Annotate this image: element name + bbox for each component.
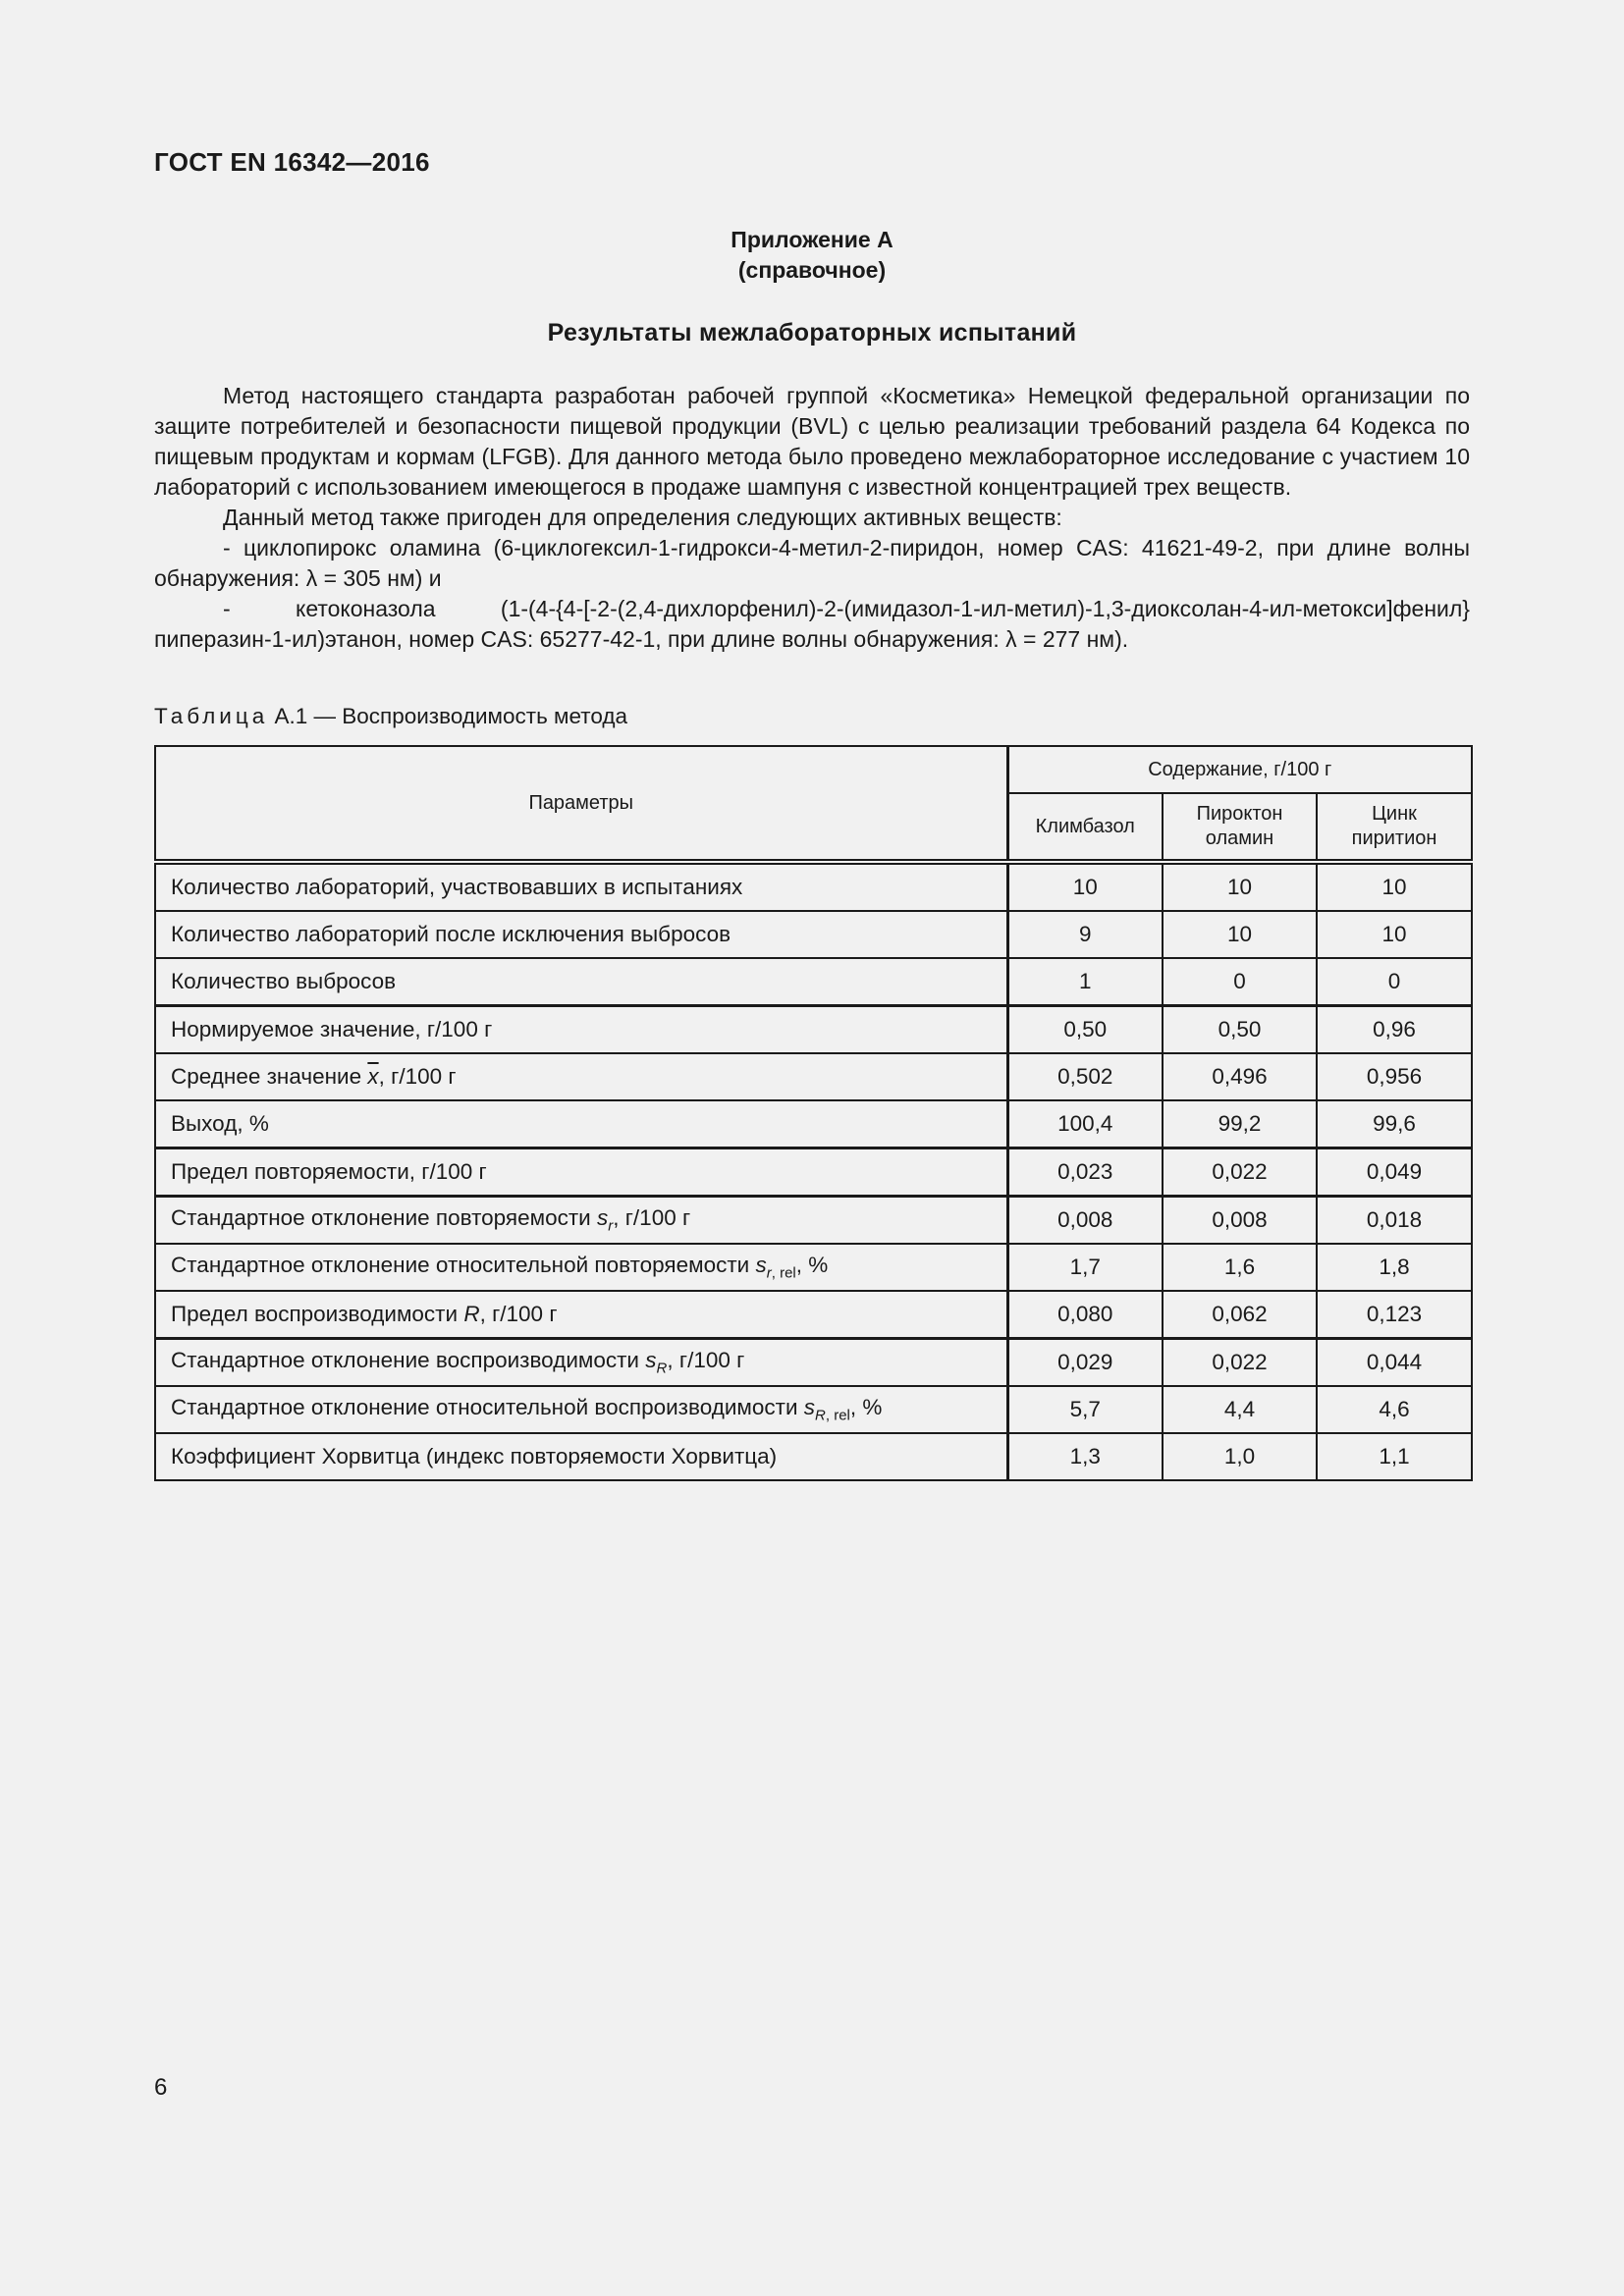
table-row <box>155 1244 1472 1291</box>
cell-zinc-pyrithione: 4,6 <box>1317 1386 1472 1433</box>
subscript-symbol: R <box>815 1407 826 1424</box>
cell-climbazole: 0,029 <box>1007 1339 1163 1387</box>
cell-climbazole: 100,4 <box>1007 1100 1163 1148</box>
header-content-group: Содержание, г/100 г <box>1007 746 1472 793</box>
table-row <box>155 1053 1472 1100</box>
cell-piroctone-olamine: 0,496 <box>1163 1053 1317 1100</box>
mean-symbol: $\overline{x}$ <box>367 1064 379 1089</box>
row-label <box>155 1386 1007 1433</box>
table-row <box>155 1291 1472 1339</box>
label-text: Предел воспроизводимости <box>171 1302 464 1326</box>
symbol: s <box>596 1205 609 1231</box>
subscript: r <box>608 1217 614 1235</box>
subscript-text: , rel <box>825 1407 850 1424</box>
cell-zinc-pyrithione: 10 <box>1317 911 1472 958</box>
cell-zinc-pyrithione: 0,96 <box>1317 1006 1472 1054</box>
label-text: , % <box>795 1253 829 1278</box>
annex-title: Приложение А <box>731 227 893 252</box>
subscript-text: , rel <box>771 1264 796 1282</box>
table-row <box>155 958 1472 1006</box>
cell-climbazole: 9 <box>1007 911 1163 958</box>
table-row <box>155 1148 1472 1197</box>
row-label: Нормируемое значение, г/100 г <box>155 1006 1007 1054</box>
symbol: s <box>803 1395 816 1420</box>
section-heading: Результаты межлабораторных испытаний <box>547 319 1077 347</box>
body-text <box>154 381 1470 655</box>
cell-climbazole: 1 <box>1007 958 1163 1006</box>
cell-piroctone-olamine: 1,0 <box>1163 1433 1317 1480</box>
cell-zinc-pyrithione: 0,049 <box>1317 1148 1472 1197</box>
header-climbazole: Климбазол <box>1007 793 1163 862</box>
cell-climbazole: 0,023 <box>1007 1148 1163 1197</box>
table-row <box>155 1197 1472 1245</box>
cell-climbazole: 0,502 <box>1007 1053 1163 1100</box>
row-label <box>155 1197 1007 1245</box>
table-caption-text: А.1 — Воспроизводимость метода <box>268 704 628 728</box>
cell-zinc-pyrithione: 0 <box>1317 958 1472 1006</box>
subscript: R <box>656 1360 668 1377</box>
label-text: , % <box>849 1395 883 1420</box>
cell-zinc-pyrithione: 0,018 <box>1317 1197 1472 1245</box>
cell-zinc-pyrithione: 0,956 <box>1317 1053 1472 1100</box>
row-label: Предел повторяемости, г/100 г <box>155 1148 1007 1197</box>
table-caption <box>154 704 627 729</box>
table-row <box>155 1433 1472 1480</box>
label-text: , г/100 г <box>613 1205 691 1231</box>
header-parameters: Параметры <box>155 746 1007 862</box>
subscript <box>815 1408 850 1424</box>
row-label <box>155 1339 1007 1387</box>
subscript-symbol: r <box>766 1264 772 1282</box>
cell-climbazole: 0,50 <box>1007 1006 1163 1054</box>
subscript <box>767 1265 796 1282</box>
row-label: Выход, % <box>155 1100 1007 1148</box>
cell-zinc-pyrithione: 10 <box>1317 862 1472 911</box>
symbol: s <box>645 1348 657 1373</box>
cell-piroctone-olamine: 0,022 <box>1163 1148 1317 1197</box>
cell-piroctone-olamine: 1,6 <box>1163 1244 1317 1291</box>
cell-climbazole: 10 <box>1007 862 1163 911</box>
row-label <box>155 1053 1007 1100</box>
header-piroctone-olamine <box>1163 793 1317 862</box>
paragraph: - кетоконазола (1-(4-{4-[-2-(2,4-дихлорфенил)-2-(имидазол-1-ил-метил)-1,3-диоксолан-4-ил-метокси]фенил} пиперазин-1-ил)этанон, номер CAS: 65277-42-1, при длине волны обнаружения: λ = 277 нм). <box>154 596 1470 652</box>
header-line: пиритион <box>1351 828 1437 849</box>
document-code: ГОСТ EN 16342—2016 <box>154 147 430 177</box>
cell-piroctone-olamine: 10 <box>1163 911 1317 958</box>
cell-piroctone-olamine: 10 <box>1163 862 1317 911</box>
table-row <box>155 1006 1472 1054</box>
cell-zinc-pyrithione: 0,044 <box>1317 1339 1472 1387</box>
cell-piroctone-olamine: 99,2 <box>1163 1100 1317 1148</box>
header-line: Пироктон <box>1196 803 1283 825</box>
cell-zinc-pyrithione: 1,8 <box>1317 1244 1472 1291</box>
row-label <box>155 1291 1007 1339</box>
cell-climbazole: 0,080 <box>1007 1291 1163 1339</box>
row-label: Количество выбросов <box>155 958 1007 1006</box>
page-number: 6 <box>154 2074 168 2101</box>
cell-zinc-pyrithione: 99,6 <box>1317 1100 1472 1148</box>
table-row <box>155 862 1472 911</box>
header-line: оламин <box>1205 828 1274 849</box>
cell-climbazole: 1,7 <box>1007 1244 1163 1291</box>
cell-piroctone-olamine: 0,50 <box>1163 1006 1317 1054</box>
cell-piroctone-olamine: 0 <box>1163 958 1317 1006</box>
label-text: Стандартное отклонение относительной повторяемости <box>171 1253 756 1278</box>
cell-climbazole: 0,008 <box>1007 1197 1163 1245</box>
cell-piroctone-olamine: 0,008 <box>1163 1197 1317 1245</box>
cell-piroctone-olamine: 0,062 <box>1163 1291 1317 1339</box>
paragraph: - циклопирокс оламина (6-циклогексил-1-гидрокси-4-метил-2-пиридон, номер CAS: 41621-49-2, при длине волны обнаружения: λ = 305 нм) и <box>154 535 1470 591</box>
label-text: Стандартное отклонение повторяемости <box>171 1205 597 1231</box>
row-label: Количество лабораторий, участвовавших в испытаниях <box>155 862 1007 911</box>
reproducibility-table <box>154 745 1473 1481</box>
symbol: s <box>755 1253 767 1278</box>
cell-zinc-pyrithione: 0,123 <box>1317 1291 1472 1339</box>
table-row <box>155 1339 1472 1387</box>
header-zinc-pyrithione <box>1317 793 1472 862</box>
paragraph: Метод настоящего стандарта разработан рабочей группой «Косметика» Немецкой федеральной организации по защите потребителей и безопасности пищевой продукции (BVL) с целью реализации требований раздела 64 Кодекса по пищевым продуктам и кормам (LFGB). Для данного метода было проведено межлабораторное исследование с участием 10 лабораторий с использованием имеющегося в продаже шампуня с известной концентрацией трех веществ. <box>154 383 1470 500</box>
header-line: Цинк <box>1372 803 1417 825</box>
table-row <box>155 1100 1472 1148</box>
paragraph: Данный метод также пригоден для определения следующих активных веществ: <box>223 505 1062 530</box>
table-row <box>155 1386 1472 1433</box>
annex-type: (справочное) <box>737 257 887 283</box>
cell-climbazole: 5,7 <box>1007 1386 1163 1433</box>
label-text: Стандартное отклонение воспроизводимости <box>171 1348 646 1373</box>
row-label: Коэффициент Хорвитца (индекс повторяемости Хорвитца) <box>155 1433 1007 1480</box>
label-text: Среднее значение <box>171 1064 368 1089</box>
label-text: , г/100 г <box>479 1302 558 1326</box>
label-text: Стандартное отклонение относительной воспроизводимости <box>171 1395 804 1420</box>
cell-piroctone-olamine: 0,022 <box>1163 1339 1317 1387</box>
cell-zinc-pyrithione: 1,1 <box>1317 1433 1472 1480</box>
cell-piroctone-olamine: 4,4 <box>1163 1386 1317 1433</box>
table-caption-prefix: Таблица <box>154 704 269 728</box>
label-text: , г/100 г <box>667 1348 745 1373</box>
label-text: , г/100 г <box>378 1064 457 1089</box>
symbol: R <box>463 1302 480 1326</box>
row-label <box>155 1244 1007 1291</box>
row-label: Количество лабораторий после исключения выбросов <box>155 911 1007 958</box>
table-row <box>155 911 1472 958</box>
cell-climbazole: 1,3 <box>1007 1433 1163 1480</box>
